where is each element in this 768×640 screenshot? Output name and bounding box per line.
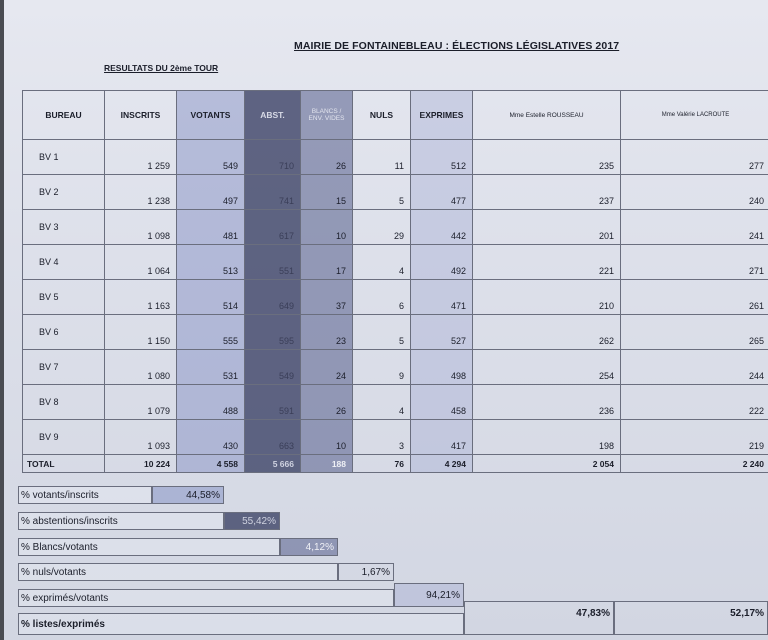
cell-bureau: BV 6 xyxy=(23,315,105,350)
header-exprimes: EXPRIMES xyxy=(411,91,473,140)
cell-votants: 4 558 xyxy=(177,455,245,473)
cell-lacroute: 244 xyxy=(621,350,768,385)
cell-lacroute: 240 xyxy=(621,175,768,210)
pct-exprimes-value: 94,21% xyxy=(394,583,464,607)
cell-abst: 741 xyxy=(245,175,301,210)
pct-nuls-value: 1,67% xyxy=(338,563,394,581)
cell-bureau: TOTAL xyxy=(23,455,105,473)
table-row xyxy=(23,245,768,280)
header-nuls: NULS xyxy=(353,91,411,140)
cell-abst: 549 xyxy=(245,350,301,385)
cell-abst: 649 xyxy=(245,280,301,315)
table-row xyxy=(23,210,768,245)
table-row xyxy=(23,420,768,455)
header-blancs-line1: BLANCS / xyxy=(311,108,342,115)
cell-bureau: BV 1 xyxy=(23,140,105,175)
cell-inscrits: 1 079 xyxy=(105,385,177,420)
table-row xyxy=(23,140,768,175)
header-blancs xyxy=(301,91,353,140)
cell-exprimes: 471 xyxy=(411,280,473,315)
cell-abst: 710 xyxy=(245,140,301,175)
page-subtitle: RESULTATS DU 2ème TOUR xyxy=(104,63,219,73)
cell-votants: 497 xyxy=(177,175,245,210)
cell-inscrits: 1 163 xyxy=(105,280,177,315)
cell-rousseau: 254 xyxy=(473,350,621,385)
cell-inscrits: 1 093 xyxy=(105,420,177,455)
cell-exprimes: 417 xyxy=(411,420,473,455)
cell-exprimes: 498 xyxy=(411,350,473,385)
results-table xyxy=(22,90,768,473)
header-candidate-lacroute: Mme Valérie LACROUTE xyxy=(621,91,768,140)
cell-votants: 531 xyxy=(177,350,245,385)
cell-inscrits: 10 224 xyxy=(105,455,177,473)
total-row xyxy=(23,455,768,473)
pct-nuls-label: % nuls/votants xyxy=(18,563,338,581)
cell-exprimes: 527 xyxy=(411,315,473,350)
pct-votants-label: % votants/inscrits xyxy=(18,486,152,504)
cell-bureau: BV 7 xyxy=(23,350,105,385)
cell-bureau: BV 9 xyxy=(23,420,105,455)
cell-votants: 514 xyxy=(177,280,245,315)
cell-rousseau: 262 xyxy=(473,315,621,350)
cell-rousseau: 235 xyxy=(473,140,621,175)
cell-blancs: 17 xyxy=(301,245,353,280)
cell-abst: 595 xyxy=(245,315,301,350)
cell-inscrits: 1 098 xyxy=(105,210,177,245)
cell-lacroute: 271 xyxy=(621,245,768,280)
cell-nuls: 5 xyxy=(353,175,411,210)
cell-bureau: BV 4 xyxy=(23,245,105,280)
cell-lacroute: 219 xyxy=(621,420,768,455)
cell-exprimes: 477 xyxy=(411,175,473,210)
header-candidate-rousseau: Mme Estelle ROUSSEAU xyxy=(473,91,621,140)
cell-blancs: 15 xyxy=(301,175,353,210)
cell-inscrits: 1 064 xyxy=(105,245,177,280)
pct-blancs-label: % Blancs/votants xyxy=(18,538,280,556)
cell-lacroute: 265 xyxy=(621,315,768,350)
cell-blancs: 23 xyxy=(301,315,353,350)
cell-votants: 549 xyxy=(177,140,245,175)
cell-votants: 481 xyxy=(177,210,245,245)
table-row xyxy=(23,175,768,210)
cell-votants: 488 xyxy=(177,385,245,420)
table-row xyxy=(23,385,768,420)
cell-exprimes: 442 xyxy=(411,210,473,245)
header-blancs-line2: ENV. VIDES xyxy=(308,115,345,122)
cell-nuls: 4 xyxy=(353,245,411,280)
cell-exprimes: 512 xyxy=(411,140,473,175)
cell-blancs: 26 xyxy=(301,385,353,420)
cell-nuls: 5 xyxy=(353,315,411,350)
table-row xyxy=(23,280,768,315)
pct-listes-rousseau: 47,83% xyxy=(464,601,614,635)
cell-abst: 591 xyxy=(245,385,301,420)
cell-blancs: 26 xyxy=(301,140,353,175)
pct-abstentions-label: % abstentions/inscrits xyxy=(18,512,224,530)
cell-nuls: 29 xyxy=(353,210,411,245)
header-votants: VOTANTS xyxy=(177,91,245,140)
cell-nuls: 6 xyxy=(353,280,411,315)
pct-listes-label: % listes/exprimés xyxy=(18,613,464,635)
cell-rousseau: 198 xyxy=(473,420,621,455)
cell-lacroute: 2 240 xyxy=(621,455,768,473)
cell-lacroute: 277 xyxy=(621,140,768,175)
cell-votants: 513 xyxy=(177,245,245,280)
results-sheet xyxy=(4,0,768,640)
cell-abst: 551 xyxy=(245,245,301,280)
pct-votants-value: 44,58% xyxy=(152,486,224,504)
table-row xyxy=(23,350,768,385)
cell-rousseau: 2 054 xyxy=(473,455,621,473)
cell-bureau: BV 5 xyxy=(23,280,105,315)
cell-nuls: 3 xyxy=(353,420,411,455)
cell-rousseau: 210 xyxy=(473,280,621,315)
cell-rousseau: 221 xyxy=(473,245,621,280)
header-inscrits: INSCRITS xyxy=(105,91,177,140)
pct-blancs-value: 4,12% xyxy=(280,538,338,556)
pct-abstentions-value: 55,42% xyxy=(224,512,280,530)
cell-blancs: 10 xyxy=(301,210,353,245)
cell-bureau: BV 8 xyxy=(23,385,105,420)
pct-exprimes-label: % exprimés/votants xyxy=(18,589,394,607)
cell-rousseau: 236 xyxy=(473,385,621,420)
cell-blancs: 24 xyxy=(301,350,353,385)
cell-exprimes: 492 xyxy=(411,245,473,280)
cell-blancs: 188 xyxy=(301,455,353,473)
table-row xyxy=(23,315,768,350)
cell-votants: 430 xyxy=(177,420,245,455)
pct-listes-lacroute: 52,17% xyxy=(614,601,768,635)
cell-rousseau: 201 xyxy=(473,210,621,245)
cell-inscrits: 1 259 xyxy=(105,140,177,175)
cell-inscrits: 1 150 xyxy=(105,315,177,350)
cell-nuls: 76 xyxy=(353,455,411,473)
cell-bureau: BV 3 xyxy=(23,210,105,245)
cell-blancs: 37 xyxy=(301,280,353,315)
cell-exprimes: 458 xyxy=(411,385,473,420)
cell-nuls: 11 xyxy=(353,140,411,175)
cell-inscrits: 1 238 xyxy=(105,175,177,210)
cell-bureau: BV 2 xyxy=(23,175,105,210)
cell-inscrits: 1 080 xyxy=(105,350,177,385)
cell-abst: 617 xyxy=(245,210,301,245)
header-bureau: BUREAU xyxy=(23,91,105,140)
cell-lacroute: 261 xyxy=(621,280,768,315)
cell-abst: 5 666 xyxy=(245,455,301,473)
cell-rousseau: 237 xyxy=(473,175,621,210)
cell-abst: 663 xyxy=(245,420,301,455)
cell-blancs: 10 xyxy=(301,420,353,455)
cell-votants: 555 xyxy=(177,315,245,350)
cell-lacroute: 241 xyxy=(621,210,768,245)
header-abst: ABST. xyxy=(245,91,301,140)
cell-exprimes: 4 294 xyxy=(411,455,473,473)
cell-nuls: 9 xyxy=(353,350,411,385)
cell-nuls: 4 xyxy=(353,385,411,420)
table-header-row xyxy=(23,91,768,140)
cell-lacroute: 222 xyxy=(621,385,768,420)
page-title: MAIRIE DE FONTAINEBLEAU : ÉLECTIONS LÉGISLATIVES 2017 xyxy=(294,40,620,52)
